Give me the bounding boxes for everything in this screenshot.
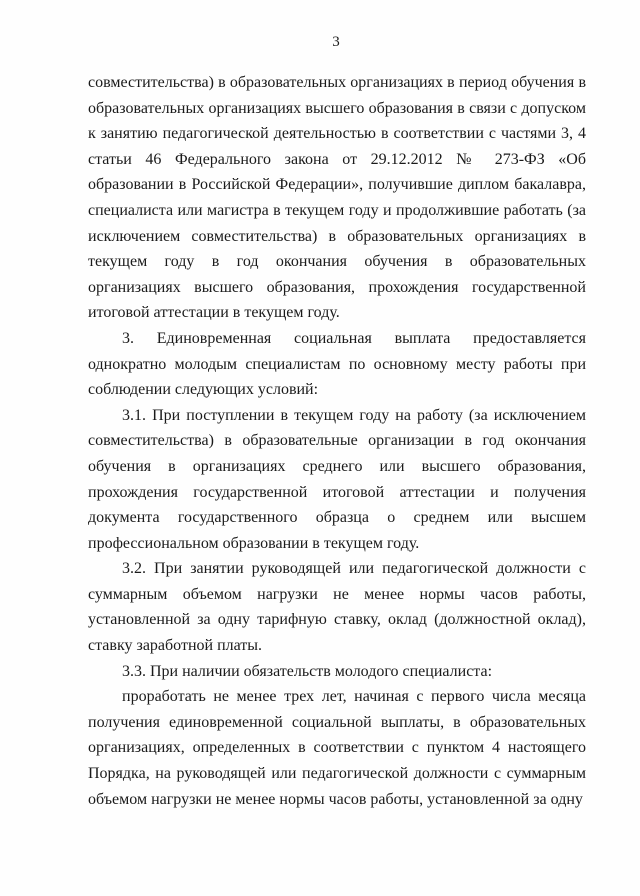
paragraph-item-3-1: 3.1. При поступлении в текущем году на работу (за исключением совместительства) в образовательные организации в год окончания обучения в организациях среднего или высшего образования, прохождения государственной итоговой аттестации и получения документа государственного образца о среднем или высшем профессиональном образовании в текущем году. <box>88 406 586 552</box>
document-body <box>88 70 586 812</box>
paragraph-continuation: совместительства) в образовательных организациях в период обучения в образовательных организациях высшего образования в связи с допуском к занятию педагогической деятельностью в соответствии с частями 3, 4 статьи 46 Федерального закона от 29.12.2012 № 273-ФЗ «Об образовании в Российской Федерации», получившие диплом бакалавра, специалиста или магистра в текущем году и продолжившие работать (за исключением совместительства) в образовательных организациях в текущем году в год окончания обучения в образовательных организациях высшего образования, прохождения государственной итоговой аттестации в текущем году. <box>88 74 586 322</box>
paragraph-item-3-3: 3.3. При наличии обязательств молодого специалиста: <box>122 662 493 680</box>
paragraph-obligation: проработать не менее трех лет, начиная с первого числа месяца получения единовременной социальной выплаты, в образовательных организациях, определенных в соответствии с пунктом 4 настоящего Порядка, на руководящей или педагогической должности с суммарным объемом нагрузки не менее нормы часов работы, установленной за одну <box>88 688 586 808</box>
page-number: 3 <box>332 34 340 50</box>
paragraph-item-3-2: 3.2. При занятии руководящей или педагогической должности с суммарным объемом нагрузки не менее нормы часов работы, установленной за одну тарифную ставку, оклад (должностной оклад), ставку заработной платы. <box>88 560 586 655</box>
paragraph-item-3: 3. Единовременная социальная выплата предоставляется однократно молодым специалистам по основному месту работы при соблюдении следующих условий: <box>88 329 586 399</box>
